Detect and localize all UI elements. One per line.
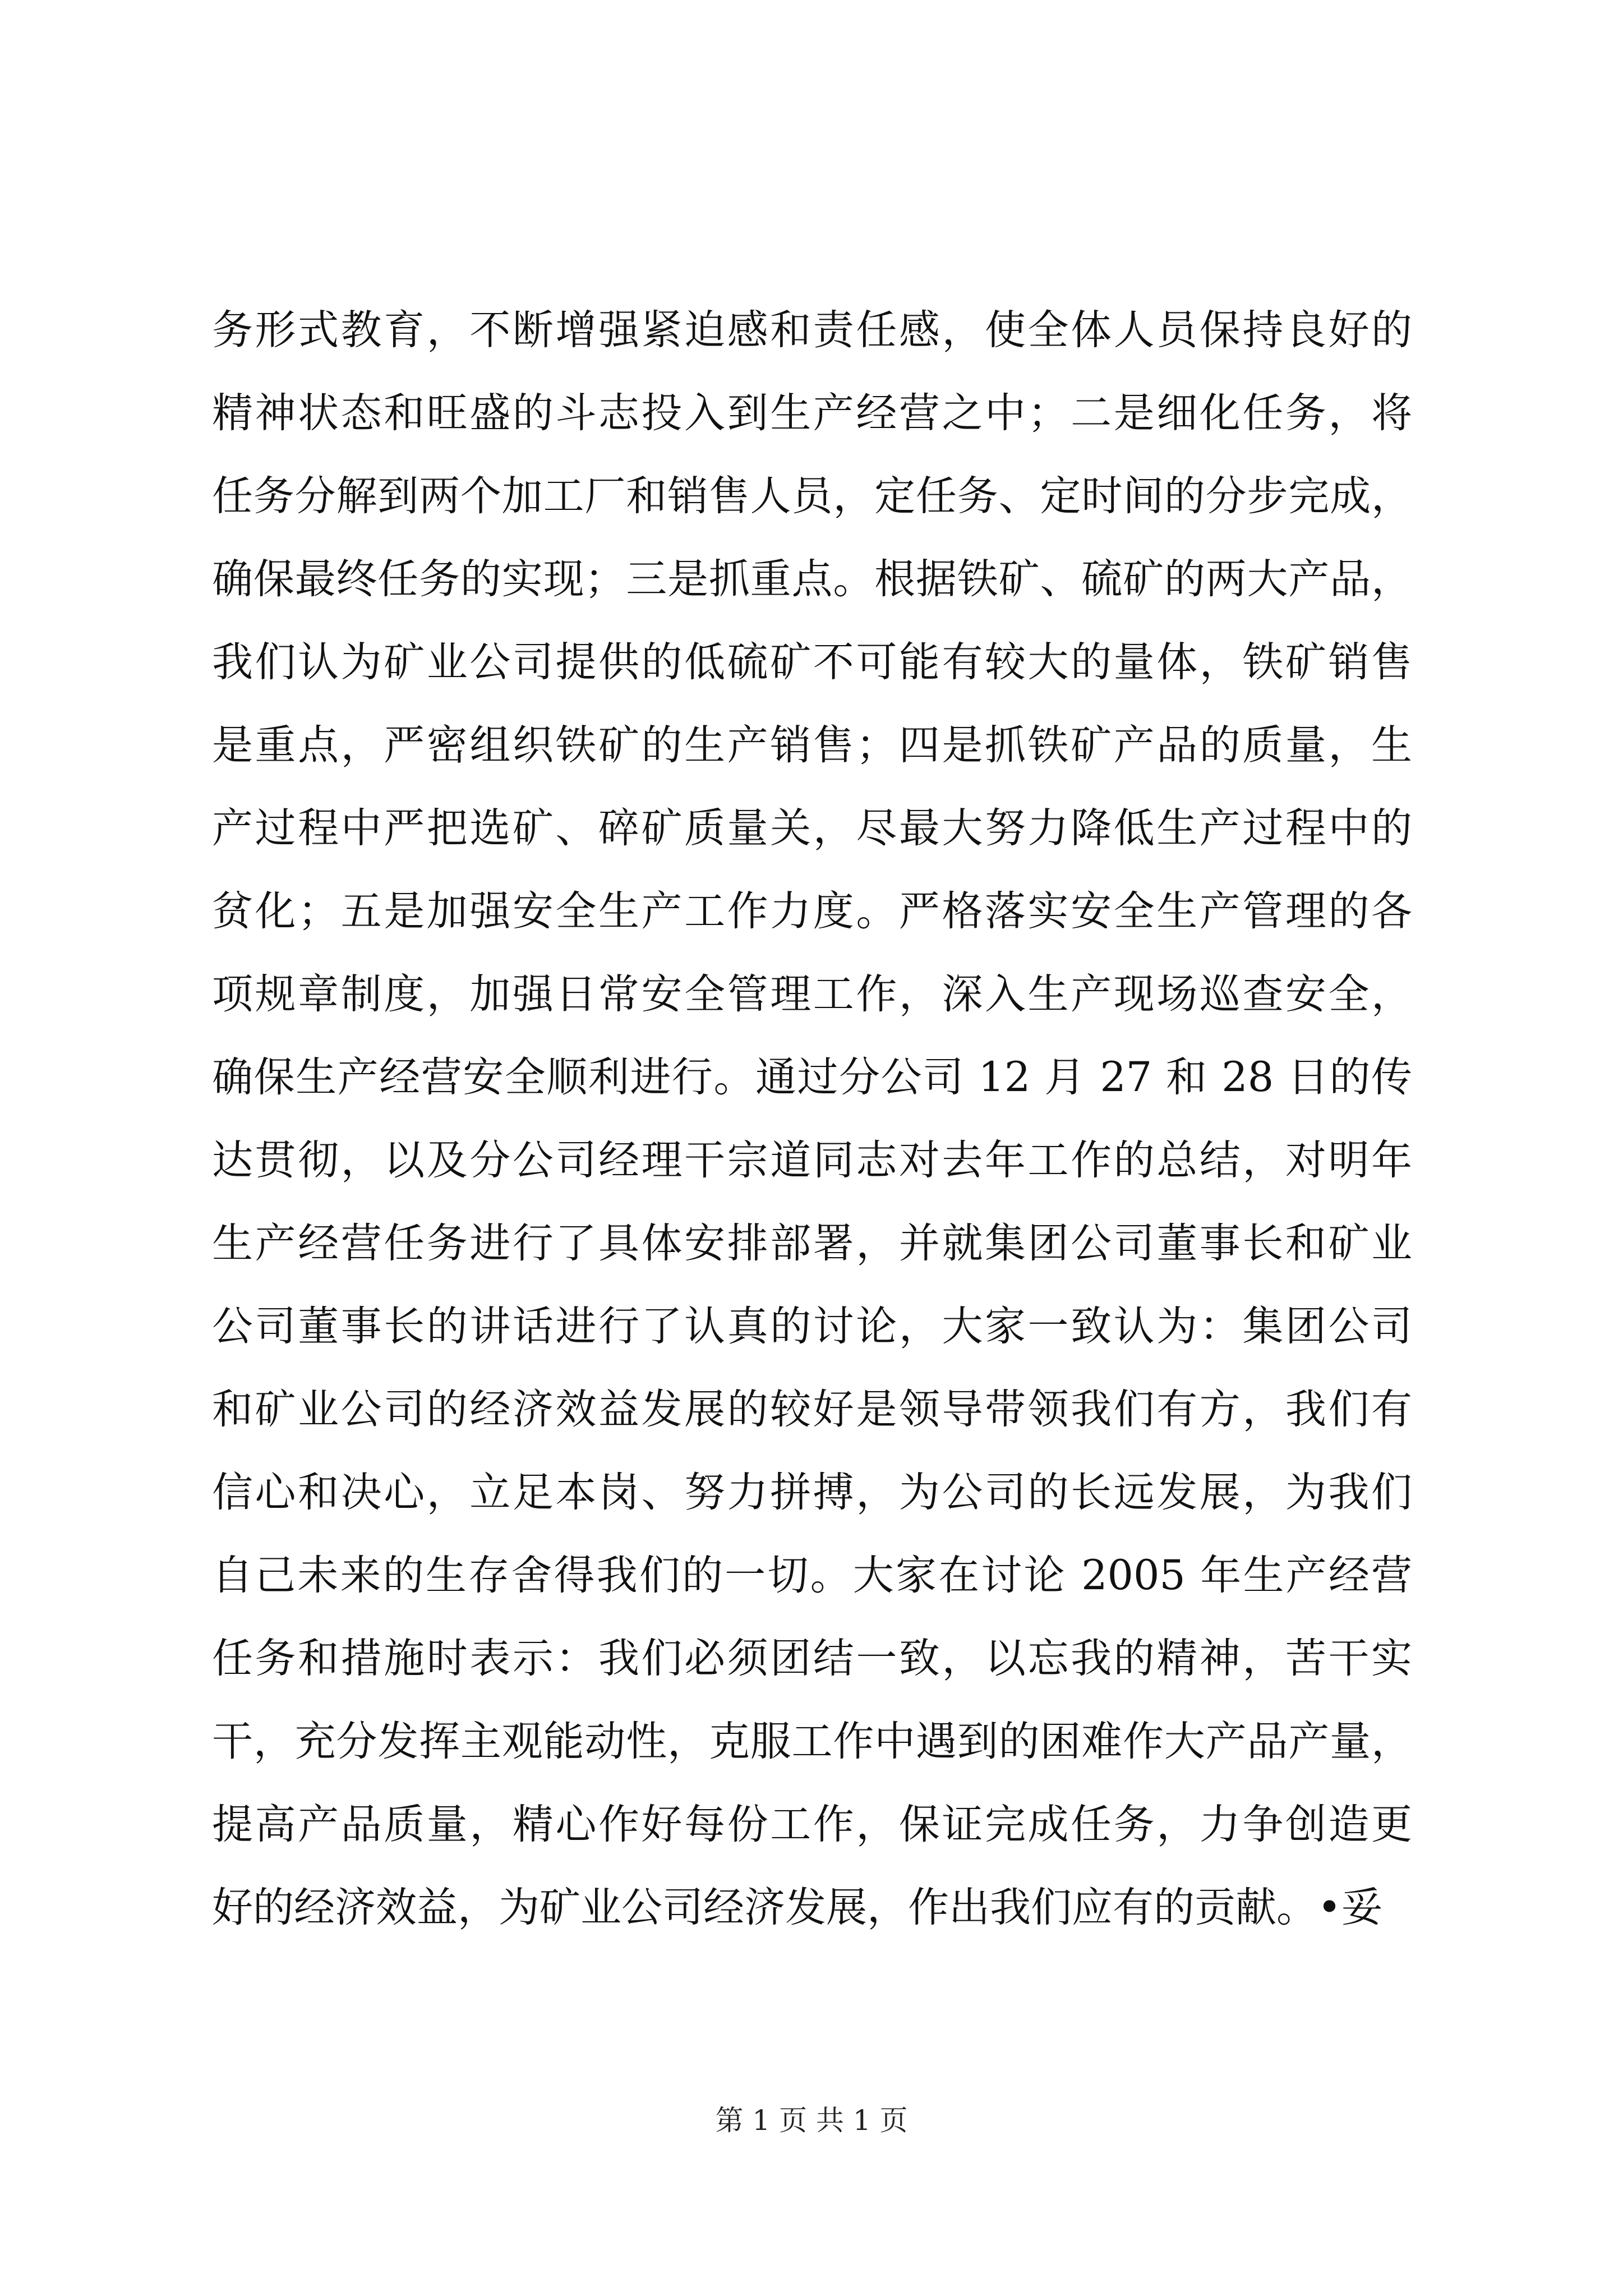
text-line: 任务分解到两个加工厂和销售人员，定任务、定时间的分步完成，	[212, 472, 1412, 520]
text-line: 公司董事长的讲话进行了认真的讨论，大家一致认为：集团公司	[212, 1303, 1412, 1350]
text-line: 确保生产经营安全顺利进行。通过分公司 12 月 27 和 28 日的传	[212, 1053, 1412, 1101]
text-line: 达贯彻，以及分公司经理干宗道同志对去年工作的总结，对明年	[212, 1137, 1412, 1184]
text-line: 务形式教育，不断增强紧迫感和责任感，使全体人员保持良好的	[212, 306, 1412, 354]
text-line: 信心和决心，立足本岗、努力拼搏，为公司的长远发展，为我们	[212, 1469, 1412, 1516]
text-line: 是重点，严密组织铁矿的生产销售；四是抓铁矿产品的质量，生	[212, 721, 1412, 769]
text-line: 提高产品质量，精心作好每份工作，保证完成任务，力争创造更	[212, 1801, 1412, 1848]
text-line: 自己未来的生存舍得我们的一切。大家在讨论 2005 年生产经营	[212, 1552, 1412, 1599]
text-line: 我们认为矿业公司提供的低硫矿不可能有较大的量体，铁矿销售	[212, 638, 1412, 686]
text-line: 贫化；五是加强安全生产工作力度。严格落实安全生产管理的各	[212, 887, 1412, 935]
page-footer	[0, 2101, 1623, 2140]
text-line: 干，充分发挥主观能动性，克服工作中遇到的困难作大产品产量，	[212, 1718, 1412, 1765]
text-line: 任务和措施时表示：我们必须团结一致，以忘我的精神，苦干实	[212, 1635, 1412, 1682]
text-line: 和矿业公司的经济效益发展的较好是领导带领我们有方，我们有	[212, 1386, 1412, 1433]
body-text	[212, 289, 1412, 1949]
text-line: 好的经济效益，为矿业公司经济发展，作出我们应有的贡献。•妥	[212, 1884, 1383, 1931]
page-number: 第 1 页 共 1 页	[715, 2104, 908, 2137]
text-line: 确保最终任务的实现；三是抓重点。根据铁矿、硫矿的两大产品，	[212, 555, 1412, 603]
text-line: 精神状态和旺盛的斗志投入到生产经营之中；二是细化任务，将	[212, 389, 1412, 437]
text-line: 产过程中严把选矿、碎矿质量关，尽最大努力降低生产过程中的	[212, 804, 1412, 852]
text-line: 项规章制度，加强日常安全管理工作，深入生产现场巡查安全，	[212, 970, 1412, 1018]
text-line: 生产经营任务进行了具体安排部署，并就集团公司董事长和矿业	[212, 1220, 1412, 1267]
